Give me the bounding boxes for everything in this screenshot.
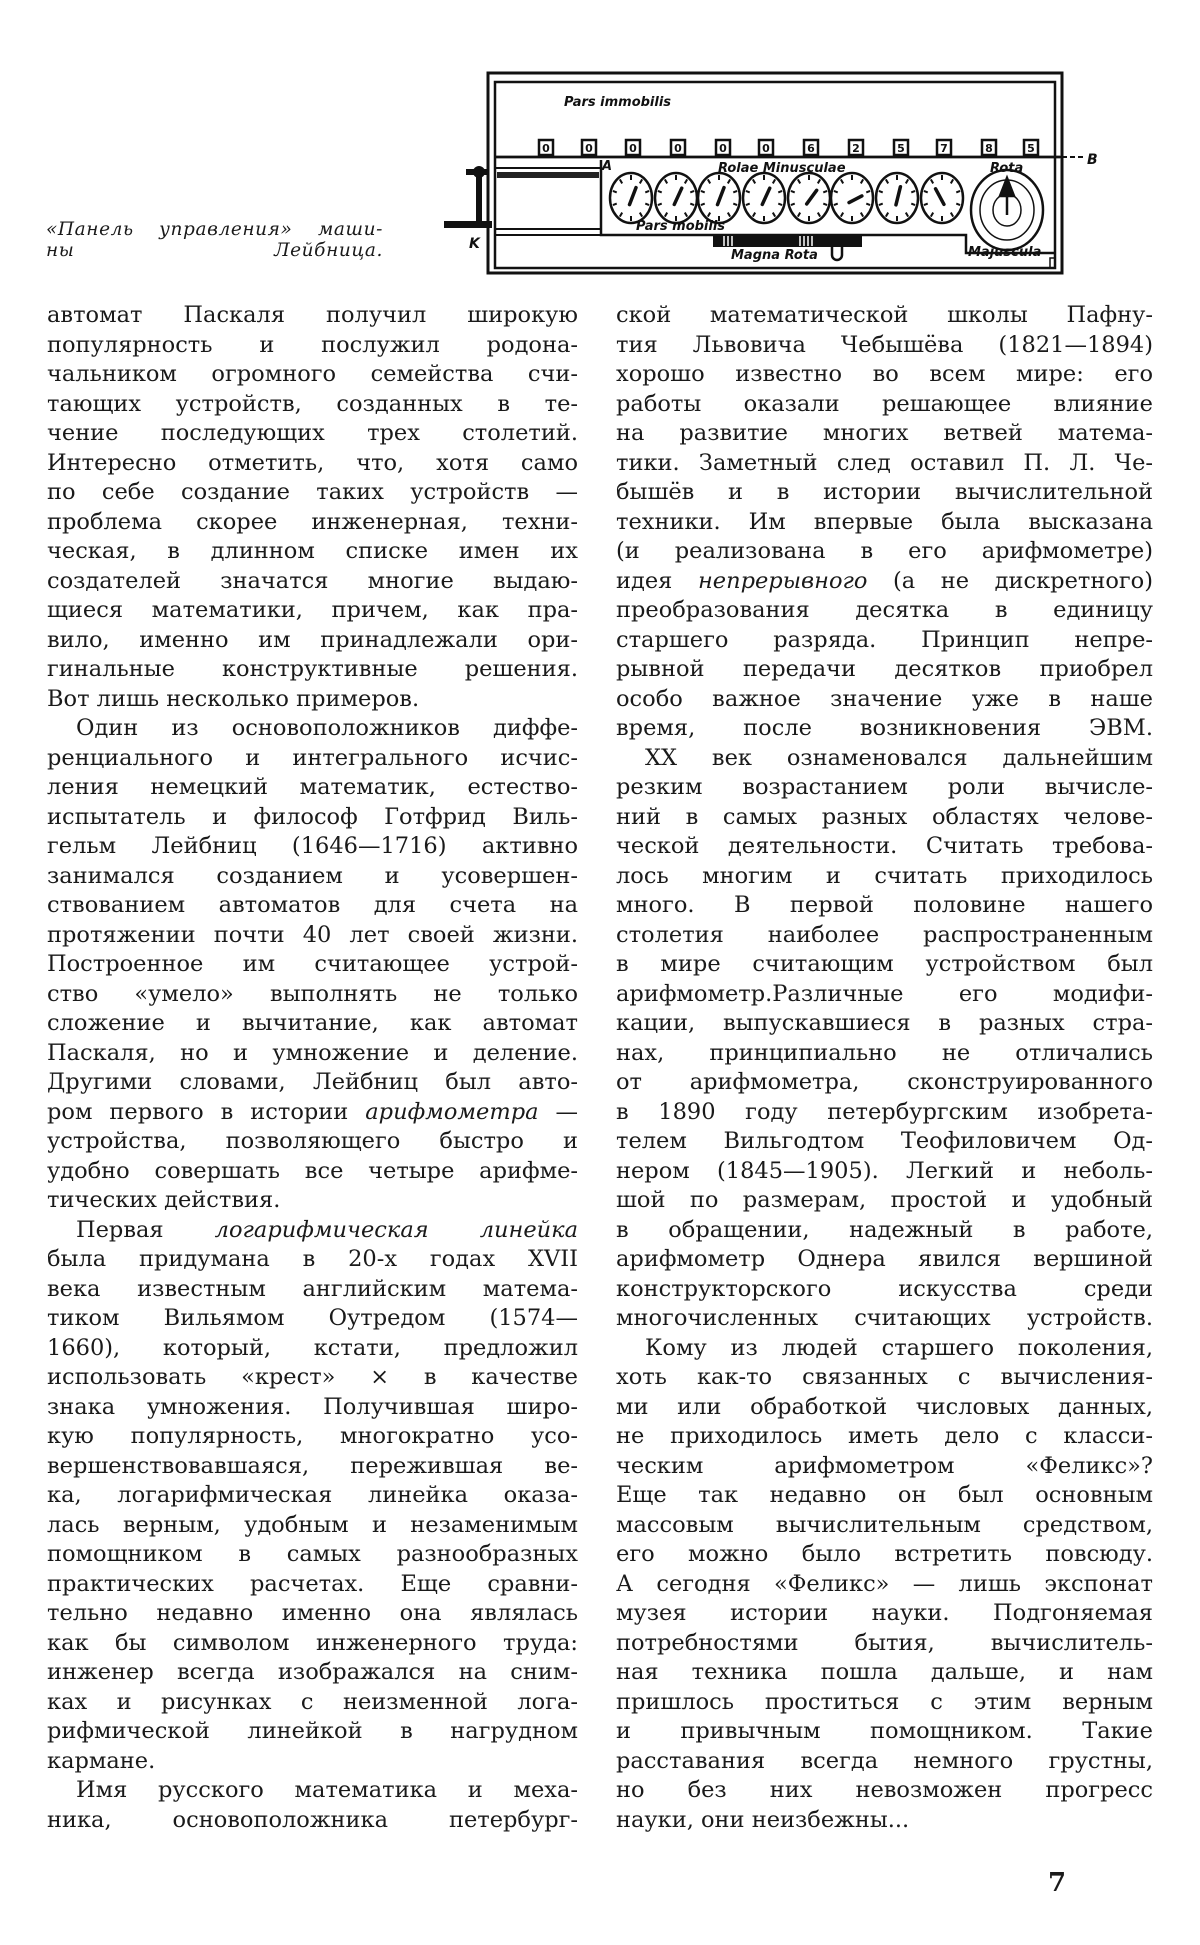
text-segment: (а не дискретного) bbox=[867, 567, 1154, 594]
dial-tick bbox=[685, 179, 687, 183]
page-number: 7 bbox=[1048, 1868, 1067, 1898]
dial-tick bbox=[879, 204, 883, 206]
text-line: рывной передачи десятков приобрел bbox=[616, 656, 1153, 682]
text-line: Паскаля, но и умножение и деление. bbox=[47, 1039, 578, 1066]
dial-tick bbox=[931, 179, 933, 183]
dial-tick bbox=[924, 191, 928, 193]
dial-tick bbox=[733, 191, 737, 193]
text-line: ской математической школы Пафну- bbox=[616, 302, 1153, 328]
text-line: в 1890 году петербургским изобрета- bbox=[616, 1098, 1153, 1125]
text-line: конструкторского искусства среди bbox=[616, 1275, 1153, 1302]
dial-tick bbox=[823, 204, 827, 206]
text-line: занимался созданием и усовершен- bbox=[47, 862, 578, 889]
dial-tick bbox=[951, 179, 953, 183]
dial-tick bbox=[841, 213, 843, 217]
dial-tick bbox=[665, 179, 667, 183]
text-line: А сегодня «Феликс» — лишь экспонат bbox=[616, 1570, 1153, 1597]
text-line: тия Львовича Чебышёва (1821—1894) bbox=[616, 331, 1153, 358]
text-line: использовать «крест» × в качестве bbox=[47, 1364, 578, 1390]
counter-digit: 0 bbox=[629, 142, 637, 155]
text-line: в обращении, надежный в работе, bbox=[616, 1216, 1153, 1243]
text-line: многочисленных считающих устройств. bbox=[616, 1305, 1153, 1331]
dial-pointer bbox=[807, 190, 817, 204]
text-line: старшего разряда. Принцип непре- bbox=[616, 626, 1153, 653]
counter-digit: 0 bbox=[719, 142, 727, 155]
dial-tick bbox=[620, 213, 622, 217]
text-line: тики. Заметный след оставил П. Л. Че- bbox=[616, 449, 1153, 476]
dial-pointer bbox=[896, 187, 900, 205]
text-line: на развитие многих ветвей матема- bbox=[616, 420, 1153, 446]
dial-tick bbox=[834, 204, 838, 206]
dial-tick bbox=[931, 213, 933, 217]
counter-digit: 7 bbox=[940, 142, 948, 155]
text-line: хорошо известно во всем мире: его bbox=[616, 361, 1153, 387]
text-line: ления немецкий математик, естество- bbox=[47, 774, 578, 800]
dial-tick bbox=[866, 204, 870, 206]
text-line: Кому из людей старшего поколения, bbox=[645, 1334, 1153, 1361]
dial-tick bbox=[778, 204, 782, 206]
text-line: хоть как-то связанных с вычисления- bbox=[616, 1364, 1153, 1390]
text-line: и привычным помощником. Такие bbox=[616, 1718, 1153, 1744]
dial-tick bbox=[753, 179, 755, 183]
text-line: преобразования десятка в единицу bbox=[616, 597, 1153, 623]
dial-tick bbox=[658, 191, 662, 193]
dial-pointer bbox=[936, 189, 944, 204]
dial-tick bbox=[701, 191, 705, 193]
counter-digit: 0 bbox=[762, 142, 770, 155]
text-line: расставания всегда немного грустны, bbox=[616, 1747, 1153, 1774]
text-line: техники. Им впервые была высказана bbox=[616, 508, 1153, 535]
text-line: пришлось проститься с этим верным bbox=[616, 1688, 1153, 1715]
dial-pointer bbox=[630, 188, 637, 205]
dial-tick bbox=[879, 191, 883, 193]
text-line: удобно совершать все четыре арифме- bbox=[47, 1157, 578, 1184]
text-line: по себе создание таких устройств — bbox=[47, 479, 578, 505]
dial-tick bbox=[866, 191, 870, 193]
dial-tick bbox=[708, 179, 710, 183]
text-column-left bbox=[47, 301, 578, 1835]
small-dial bbox=[831, 173, 873, 223]
text-line: ках и рисунках с неизменной лога- bbox=[47, 1688, 578, 1715]
text-segment: ром первого в истории bbox=[47, 1098, 366, 1125]
text-line: вершенствовавшаяся, пережившая ве- bbox=[47, 1452, 578, 1479]
label-rolae-minusculae: Rolae Minusculae bbox=[718, 161, 846, 176]
text-line: арифмометр Однера явился вершиной bbox=[616, 1246, 1153, 1272]
dial-tick bbox=[773, 213, 775, 217]
text-segment: идея bbox=[616, 567, 698, 594]
counter-digit: 5 bbox=[897, 142, 905, 155]
label-a: A bbox=[602, 159, 613, 174]
text-line: тающих устройств, созданных в те- bbox=[47, 390, 578, 417]
dial-tick bbox=[753, 213, 755, 217]
text-line: потребностями бытия, вычислитель- bbox=[616, 1629, 1153, 1656]
dial-tick bbox=[818, 179, 820, 183]
text-line: популярность и послужил родона- bbox=[47, 331, 578, 358]
dial-tick bbox=[701, 204, 705, 206]
text-line: кую популярность, многократно усо- bbox=[47, 1423, 578, 1449]
text-line: ческим арифмометром «Феликс»? bbox=[616, 1452, 1153, 1479]
text-line: работы оказали решающее влияние bbox=[616, 390, 1153, 417]
dial-tick bbox=[613, 191, 617, 193]
text-line: создателей значатся многие выдаю- bbox=[47, 567, 578, 594]
text-line: но без них невозможен прогресс bbox=[616, 1777, 1153, 1803]
counter-digit: 5 bbox=[1027, 142, 1035, 155]
text-line bbox=[47, 1098, 578, 1128]
text-line: Еще так недавно он был основным bbox=[616, 1482, 1153, 1508]
text-line: протяжении почти 40 лет своей жизни. bbox=[47, 921, 578, 948]
dial-tick bbox=[746, 204, 750, 206]
italic-term: арифмометра bbox=[365, 1098, 539, 1125]
counter-digit: 0 bbox=[542, 142, 550, 155]
text-line: ческая, в длинном списке имен их bbox=[47, 538, 578, 564]
dial-tick bbox=[733, 204, 737, 206]
text-line: инженер всегда изображался на сним- bbox=[47, 1659, 578, 1685]
big-dial-rota bbox=[971, 170, 1043, 250]
text-line: лась верным, удобным и незаменимым bbox=[47, 1511, 578, 1538]
text-line: тических действия. bbox=[47, 1187, 281, 1213]
counter-digit: 0 bbox=[585, 142, 593, 155]
dial-tick bbox=[798, 213, 800, 217]
text-column-right bbox=[616, 301, 1153, 1835]
text-segment: — bbox=[538, 1098, 578, 1125]
text-line: кации, выпускавшиеся в разных стра- bbox=[616, 1010, 1153, 1036]
magna-rota-bar bbox=[713, 235, 862, 247]
dial-tick bbox=[773, 179, 775, 183]
italic-term: непрерывного bbox=[697, 567, 868, 594]
text-line: не приходилось иметь дело с класси- bbox=[616, 1423, 1153, 1449]
text-line: чальником огромного семейства счи- bbox=[47, 361, 578, 387]
text-line: Имя русского математика и меха- bbox=[76, 1777, 578, 1803]
text-line: шой по размерам, простой и удобный bbox=[616, 1187, 1153, 1213]
dial-tick bbox=[861, 213, 863, 217]
text-line: Вот лишь несколько примеров. bbox=[47, 685, 420, 712]
text-line: арифмометр.Различные его модифи- bbox=[616, 980, 1153, 1007]
text-line: музея истории науки. Подгоняемая bbox=[616, 1600, 1153, 1626]
dial-tick bbox=[886, 179, 888, 183]
text-line: рифмической линейкой в нагрудном bbox=[47, 1718, 578, 1744]
counter-digit: 6 bbox=[807, 142, 815, 155]
dial-tick bbox=[911, 191, 915, 193]
dial-tick bbox=[834, 191, 838, 193]
dial-pointer bbox=[762, 188, 769, 204]
dial-tick bbox=[956, 204, 960, 206]
text-line: его можно было встретить повсюду. bbox=[616, 1541, 1153, 1567]
text-line: испытатель и философ Готфрид Виль- bbox=[47, 803, 578, 830]
text-line: много. В первой половине нашего bbox=[616, 892, 1153, 918]
magna-rota-knob bbox=[832, 247, 842, 260]
dial-tick bbox=[665, 213, 667, 217]
dial-tick bbox=[690, 191, 694, 193]
label-pars-mobilis: Pars mobilis bbox=[636, 219, 726, 234]
text-line: гельм Лейбниц (1646—1716) активно bbox=[47, 833, 578, 859]
dial-tick bbox=[728, 213, 730, 217]
caption-line: ны Лейбница. bbox=[46, 240, 383, 261]
text-line: XX век ознаменовался дальнейшим bbox=[645, 744, 1153, 771]
text-line: от арифмометра, сконструированного bbox=[616, 1069, 1153, 1095]
label-magna-rota: Magna Rota bbox=[731, 248, 818, 263]
text-line: тельно недавно именно она являлась bbox=[47, 1600, 578, 1626]
dial-tick bbox=[613, 204, 617, 206]
caption-line: «Панель управления» маши- bbox=[46, 219, 383, 240]
dial-pointer bbox=[718, 188, 725, 205]
dial-tick bbox=[818, 213, 820, 217]
dial-tick bbox=[746, 191, 750, 193]
text-line: в мире считающим устройством был bbox=[616, 951, 1153, 977]
text-line: Построенное им считающее устрой- bbox=[47, 951, 578, 977]
label-majuscula: Majuscula bbox=[968, 245, 1042, 260]
text-line: (и реализована в его арифмометре) bbox=[616, 538, 1153, 564]
text-line: нах, принципиально не отличались bbox=[616, 1039, 1153, 1066]
text-line: нером (1845—1905). Легкий и неболь- bbox=[616, 1157, 1153, 1184]
dial-tick bbox=[841, 179, 843, 183]
dial-tick bbox=[645, 204, 649, 206]
text-line: гинальные конструктивные решения. bbox=[47, 656, 578, 682]
figure-caption bbox=[46, 219, 383, 261]
label-k: K bbox=[469, 236, 480, 252]
dial-tick bbox=[640, 213, 642, 217]
text-line: особо важное значение уже в наше bbox=[616, 685, 1153, 712]
text-segment: Первая bbox=[76, 1216, 215, 1243]
dial-tick bbox=[798, 179, 800, 183]
text-line: ство «умело» выполнять не только bbox=[47, 980, 578, 1007]
text-line: 1660), который, кстати, предложил bbox=[47, 1334, 578, 1361]
text-line: щиеся математики, причем, как пра- bbox=[47, 597, 578, 623]
text-line: науки, они неизбежны... bbox=[616, 1806, 910, 1833]
crank-handle-icon bbox=[444, 166, 492, 228]
text-line: вило, именно им принадлежали ори- bbox=[47, 626, 578, 653]
text-line: столетия наиболее распространенным bbox=[616, 921, 1153, 948]
text-line: ний в самых разных областях челове- bbox=[616, 803, 1153, 830]
dial-tick bbox=[861, 179, 863, 183]
dial-tick bbox=[906, 213, 908, 217]
italic-term: логарифмическая линейка bbox=[214, 1216, 578, 1243]
text-line: помощником в самых разнообразных bbox=[47, 1541, 578, 1567]
dial-tick bbox=[791, 191, 795, 193]
dial-tick bbox=[620, 179, 622, 183]
dial-tick bbox=[906, 179, 908, 183]
text-line: как бы символом инженерного труда: bbox=[47, 1629, 578, 1656]
text-line: тиком Вильямом Оутредом (1574— bbox=[47, 1305, 578, 1331]
text-line: ствованием автоматов для счета на bbox=[47, 892, 578, 918]
text-line bbox=[47, 1216, 578, 1246]
corner-mark bbox=[1050, 258, 1055, 268]
text-line: телем Вильгодтом Теофиловичем Од- bbox=[616, 1128, 1153, 1154]
text-line: лось многим и считать приходилось bbox=[616, 862, 1153, 889]
counter-digit: 8 bbox=[985, 142, 993, 155]
dial-tick bbox=[911, 204, 915, 206]
dial-tick bbox=[708, 213, 710, 217]
text-line bbox=[616, 567, 1153, 597]
dial-tick bbox=[690, 204, 694, 206]
text-line: ми или обработкой числовых данных, bbox=[616, 1393, 1153, 1420]
text-line: кармане. bbox=[47, 1747, 156, 1774]
text-line: устройства, позволяющего быстро и bbox=[47, 1128, 578, 1154]
text-line: Один из основоположников диффе- bbox=[76, 715, 578, 741]
label-b: B bbox=[1087, 152, 1098, 168]
counter-digit: 2 bbox=[852, 142, 860, 155]
dial-tick bbox=[645, 191, 649, 193]
dial-tick bbox=[778, 191, 782, 193]
result-counter-row bbox=[539, 140, 1038, 155]
text-line: знака умножения. Получившая широ- bbox=[47, 1393, 578, 1420]
small-dials bbox=[610, 173, 963, 223]
counter-digit: 0 bbox=[674, 142, 682, 155]
text-line: проблема скорее инженерная, техни- bbox=[47, 508, 578, 535]
dial-tick bbox=[886, 213, 888, 217]
text-line: Интересно отметить, что, хотя само bbox=[47, 449, 578, 476]
text-line: бышёв и в истории вычислительной bbox=[616, 479, 1153, 505]
text-line: резким возрастанием роли вычисле- bbox=[616, 774, 1153, 800]
hatched-rack bbox=[497, 172, 599, 178]
text-line: Другими словами, Лейбниц был авто- bbox=[47, 1069, 578, 1095]
text-line: ренциального и интегрального исчис- bbox=[47, 744, 578, 771]
text-line: время, после возникновения ЭВМ. bbox=[616, 715, 1153, 741]
dial-tick bbox=[791, 204, 795, 206]
dial-tick bbox=[658, 204, 662, 206]
dial-tick bbox=[640, 179, 642, 183]
text-line: практических расчетах. Еще сравни- bbox=[47, 1570, 578, 1597]
text-line: ческой деятельности. Считать требова- bbox=[616, 833, 1153, 859]
label-rota: Rota bbox=[990, 161, 1024, 176]
dial-pointer bbox=[674, 188, 681, 204]
text-line: была придумана в 20-х годах XVII bbox=[47, 1246, 578, 1272]
dial-tick bbox=[956, 191, 960, 193]
text-line: чение последующих трех столетий. bbox=[47, 420, 578, 446]
dial-pointer bbox=[849, 196, 862, 203]
dial-tick bbox=[924, 204, 928, 206]
text-line: автомат Паскаля получил широкую bbox=[47, 302, 578, 328]
dial-tick bbox=[685, 213, 687, 217]
text-line: сложение и вычитание, как автомат bbox=[47, 1010, 578, 1036]
text-line: ника, основоположника петербург- bbox=[47, 1806, 578, 1833]
text-line: массовым вычислительным средством, bbox=[616, 1511, 1153, 1538]
text-line: ная техника пошла дальше, и нам bbox=[616, 1659, 1153, 1685]
dial-tick bbox=[823, 191, 827, 193]
label-pars-immobilis: Pars immobilis bbox=[564, 95, 672, 110]
dial-tick bbox=[951, 213, 953, 217]
dial-tick bbox=[728, 179, 730, 183]
text-line: века известным английским матема- bbox=[47, 1275, 578, 1302]
text-line: ка, логарифмическая линейка оказа- bbox=[47, 1482, 578, 1508]
